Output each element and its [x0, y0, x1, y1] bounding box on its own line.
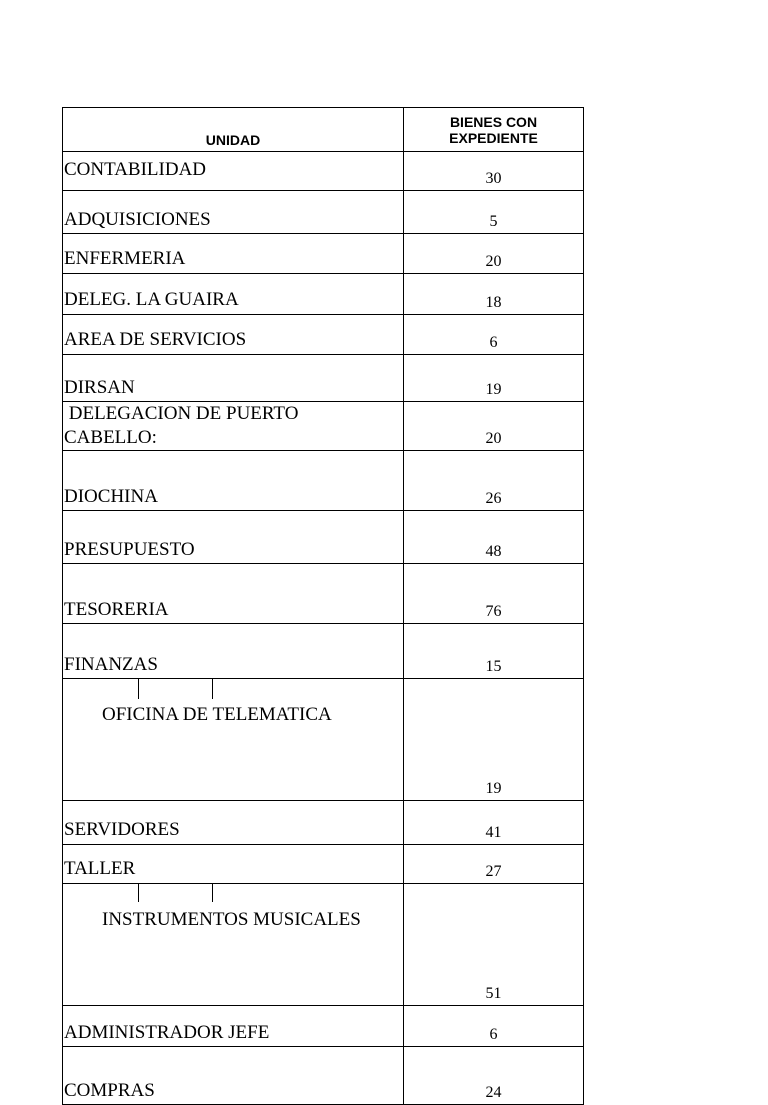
unit-cell: AREA DE SERVICIOS — [63, 315, 404, 355]
count-cell: 41 — [404, 801, 584, 845]
header-bienes-con-expediente: BIENES CON EXPEDIENTE — [404, 108, 584, 152]
table-row — [63, 1047, 584, 1105]
count-cell: 26 — [404, 451, 584, 511]
unit-cell — [63, 679, 404, 801]
stray-rule-line — [138, 679, 139, 699]
stray-rule-line — [138, 884, 139, 902]
unit-cell: ADMINISTRADOR JEFE — [63, 1006, 404, 1047]
unit-cell: DELEGACION DE PUERTO CABELLO: — [63, 402, 404, 451]
count-cell: 76 — [404, 564, 584, 624]
count-cell: 20 — [404, 234, 584, 274]
unit-cell: DIOCHINA — [63, 451, 404, 511]
unit-cell: ENFERMERIA — [63, 234, 404, 274]
unit-label: OFICINA DE TELEMATICA — [102, 704, 332, 725]
table-row — [63, 845, 584, 884]
table-row — [63, 1006, 584, 1047]
unit-cell: CONTABILIDAD — [63, 152, 404, 191]
unit-cell: TESORERIA — [63, 564, 404, 624]
unit-cell: ADQUISICIONES — [63, 191, 404, 234]
table-row — [63, 355, 584, 402]
table-row — [63, 801, 584, 845]
table-header-row — [63, 108, 584, 152]
unit-cell — [63, 884, 404, 1006]
table-row — [63, 191, 584, 234]
table-row — [63, 624, 584, 679]
unit-label: INSTRUMENTOS MUSICALES — [102, 909, 361, 930]
table-row — [63, 315, 584, 355]
stray-rule-line — [212, 679, 213, 699]
table-row — [63, 564, 584, 624]
unit-cell: DIRSAN — [63, 355, 404, 402]
unit-cell: SERVIDORES — [63, 801, 404, 845]
assets-table — [62, 107, 584, 1105]
unit-cell: FINANZAS — [63, 624, 404, 679]
table-row — [63, 402, 584, 451]
unit-cell: TALLER — [63, 845, 404, 884]
count-cell: 27 — [404, 845, 584, 884]
count-cell: 5 — [404, 191, 584, 234]
count-cell: 19 — [404, 355, 584, 402]
table-row — [63, 234, 584, 274]
table-row — [63, 451, 584, 511]
unit-cell: DELEG. LA GUAIRA — [63, 274, 404, 315]
table-row — [63, 274, 584, 315]
stray-rule-line — [212, 884, 213, 902]
table-row — [63, 884, 584, 1006]
count-cell: 24 — [404, 1047, 584, 1105]
count-cell: 19 — [404, 679, 584, 801]
count-cell: 18 — [404, 274, 584, 315]
count-cell: 15 — [404, 624, 584, 679]
table-row — [63, 511, 584, 564]
count-cell: 6 — [404, 315, 584, 355]
table-row — [63, 152, 584, 191]
unit-cell: PRESUPUESTO — [63, 511, 404, 564]
table-row — [63, 679, 584, 801]
count-cell: 30 — [404, 152, 584, 191]
count-cell: 48 — [404, 511, 584, 564]
count-cell: 51 — [404, 884, 584, 1006]
count-cell: 20 — [404, 402, 584, 451]
count-cell: 6 — [404, 1006, 584, 1047]
header-unidad: UNIDAD — [63, 108, 404, 152]
unit-cell: COMPRAS — [63, 1047, 404, 1105]
